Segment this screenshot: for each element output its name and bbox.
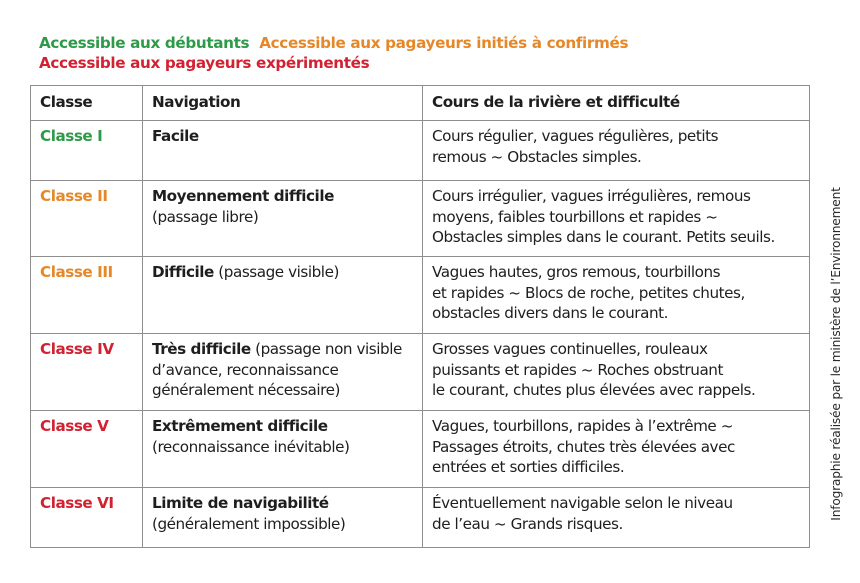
header-cours: Cours de la rivière et difficulté (423, 86, 810, 121)
cours-line: Vagues hautes, gros remous, tourbillons (432, 263, 721, 281)
table-row (31, 181, 810, 257)
class-label: Classe II (40, 187, 108, 205)
legend-line-1 (39, 33, 628, 53)
table-row (31, 488, 810, 548)
legend-experienced: Accessible aux pagayeurs expérimentés (39, 54, 370, 72)
navigation-level: Extrêmement difficile (152, 417, 328, 435)
class-label: Classe III (40, 263, 113, 281)
cours-line: Éventuellement navigable selon le niveau (432, 494, 733, 512)
cell-classe (31, 257, 143, 334)
navigation-level: Limite de navigabilité (152, 494, 329, 512)
header-navigation: Navigation (143, 86, 423, 121)
legend-beginners: Accessible aux débutants (39, 34, 250, 52)
navigation-level: Difficile (152, 263, 214, 281)
cours-line: puissants et rapides ~ Roches obstruant (432, 360, 723, 379)
cours-line: Obstacles simples dans le courant. Petits seuils. (432, 228, 775, 246)
cours-line: moyens, faibles tourbillons et rapides ~ (432, 207, 718, 226)
cell-cours (423, 334, 810, 411)
cours-line: Vagues, tourbillons, rapides à l’extrême ~ (432, 417, 733, 435)
table-row (31, 411, 810, 488)
legend-line-2 (39, 53, 628, 73)
cell-navigation (143, 121, 423, 181)
cours-line: et rapides ~ Blocs de roche, petites chutes, (432, 283, 745, 302)
cell-cours (423, 181, 810, 257)
navigation-detail: (passage visible) (218, 263, 339, 281)
table-row (31, 257, 810, 334)
cell-cours (423, 257, 810, 334)
class-label: Classe IV (40, 340, 114, 358)
navigation-level: Très difficile (152, 340, 251, 358)
cell-navigation (143, 257, 423, 334)
cell-cours (423, 121, 810, 181)
cell-classe (31, 121, 143, 181)
navigation-detail: (généralement impossible) (152, 514, 346, 533)
cours-line: Cours irrégulier, vagues irrégulières, remous (432, 187, 751, 205)
cell-cours (423, 488, 810, 548)
navigation-detail: (passage libre) (152, 207, 259, 226)
cours-line: Passages étroits, chutes très élevées avec (432, 437, 735, 456)
cell-navigation (143, 488, 423, 548)
cell-navigation (143, 334, 423, 411)
table-row (31, 334, 810, 411)
cell-classe (31, 334, 143, 411)
cell-navigation (143, 411, 423, 488)
class-label: Classe I (40, 127, 103, 145)
cell-classe (31, 181, 143, 257)
cell-cours (423, 411, 810, 488)
cours-line: entrées et sorties difficiles. (432, 458, 625, 476)
cell-classe (31, 488, 143, 548)
cours-line: remous ~ Obstacles simples. (432, 147, 642, 166)
class-label: Classe V (40, 417, 109, 435)
cours-line: Grosses vagues continuelles, rouleaux (432, 340, 708, 358)
credit-text: Infographie réalisée par le ministère de l’Environnement (829, 187, 843, 521)
cours-line: de l’eau ~ Grands risques. (432, 514, 623, 533)
difficulty-legend (39, 33, 628, 73)
cell-classe (31, 411, 143, 488)
navigation-detail: (reconnaissance inévitable) (152, 437, 350, 456)
river-class-table (30, 85, 810, 548)
navigation-level: Moyennement difficile (152, 187, 334, 205)
header-classe: Classe (31, 86, 143, 121)
navigation-level: Facile (152, 127, 199, 145)
cours-line: Cours régulier, vagues régulières, petits (432, 127, 719, 145)
table-row (31, 121, 810, 181)
cell-navigation (143, 181, 423, 257)
cours-line: obstacles divers dans le courant. (432, 304, 669, 322)
cours-line: le courant, chutes plus élevées avec rappels. (432, 381, 756, 399)
class-label: Classe VI (40, 494, 114, 512)
navigation-detail: (passage non visible d’avance, reconnaissance généralement nécessaire) (152, 340, 402, 399)
legend-intermediate: Accessible aux pagayeurs initiés à confirmés (259, 34, 629, 52)
table-header-row (31, 86, 810, 121)
